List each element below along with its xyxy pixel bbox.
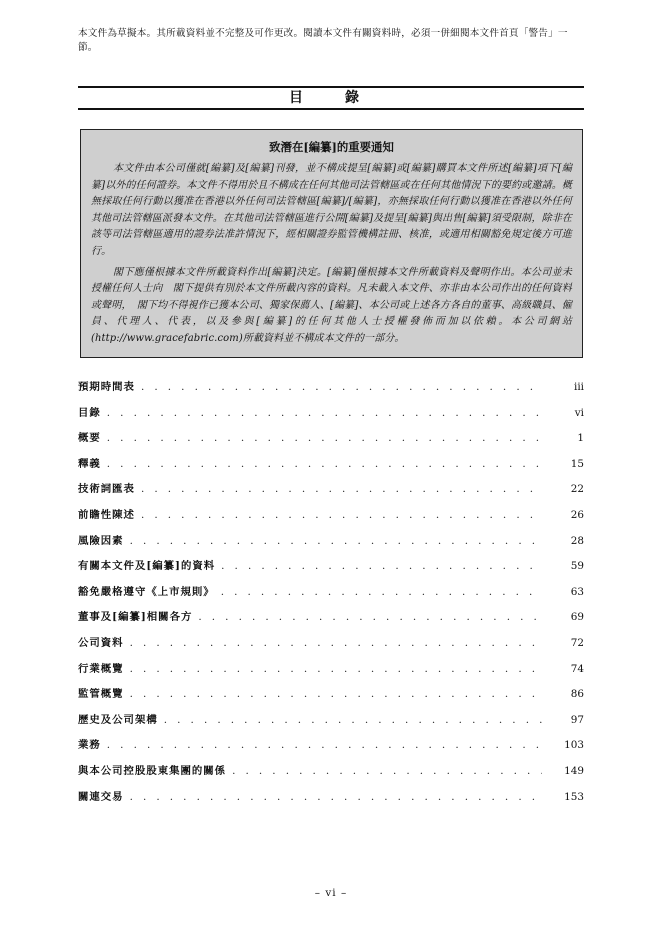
toc-entry[interactable] (78, 583, 584, 609)
page-number-footer: – vi – (314, 887, 348, 899)
toc-dot-leader (141, 381, 542, 393)
toc-entry[interactable] (78, 608, 584, 634)
toc-dot-leader (107, 432, 542, 444)
toc-entry-page-number: 1 (577, 432, 584, 445)
toc-entry-title: 董事及[編纂]相關各方 (78, 611, 193, 624)
toc-dot-leader (130, 791, 542, 803)
notice-paragraph-2: 閣下應僅根據本文件所載資料作出[編纂]決定。[編纂]僅根據本文件所載資料及聲明作出。本公司並未授權任何人士向 閣下提供有別於本文件所載內容的資料。凡未載入本文件、亦非由本公司作出的任何資料或聲明， 閣下均不得視作已獲本公司、獨家保薦人、[編纂]、本公司或上述各方各自的董事、高級職員、僱員、代理人、代表，以及參與[編纂]的任何其他人士授權發佈而加以依賴。本公司網站(http://www.gracefabric.com)所載資料並不構成本文件的一部分。 (91, 266, 572, 344)
notice-paragraph-1: 本文件由本公司僅就[編纂]及[編纂]刊發，並不構成提呈[編纂]或[編纂]購買本文件所述[編纂]項下[編纂]以外的任何證券。本文件不得用於且不構成在任何其他司法管轄區或在任何其他情況下的要約或邀請。概無採取任何行動以獲准在香港以外任何司法管轄區[編纂]/[編纂]，亦無採取任何行動以獲准在香港以外任何其他司法管轄區派發本文件。在其他司法管轄區進行公開[編纂]及提呈[編纂]與出售[編纂]須受限制，除非在該等司法管轄區適用的證券法准許情況下，經相關證券監管機構註冊、核准，或適用相關豁免規定後方可進行。 (91, 163, 572, 257)
toc-entry[interactable] (78, 532, 584, 558)
toc-entry-page-number: iii (574, 381, 584, 393)
toc-entry[interactable] (78, 711, 584, 737)
toc-entry-page-number: 59 (570, 560, 584, 573)
table-of-contents (78, 378, 584, 813)
toc-entry-title: 釋義 (78, 457, 101, 470)
toc-dot-leader (141, 483, 542, 495)
toc-entry-title: 技術詞匯表 (78, 483, 135, 496)
toc-entry-page-number: 149 (564, 764, 584, 777)
title-top-rule (78, 86, 584, 88)
toc-entry[interactable] (78, 557, 584, 583)
toc-dot-leader (130, 637, 542, 649)
toc-entry-title: 豁免嚴格遵守《上市規則》 (78, 585, 215, 598)
toc-entry-title: 監管概覽 (78, 688, 124, 701)
toc-entry[interactable] (78, 455, 584, 481)
toc-entry-title: 與本公司控股股東集團的關係 (78, 764, 227, 777)
toc-entry-title: 歷史及公司架構 (78, 713, 158, 726)
toc-entry-title: 有關本文件及[編纂]的資料 (78, 560, 216, 573)
toc-dot-leader (141, 509, 542, 521)
toc-entry-title: 風險因素 (78, 534, 124, 547)
title-bottom-rule (78, 108, 584, 110)
toc-entry[interactable] (78, 429, 584, 455)
toc-entry-page-number: vi (574, 406, 584, 419)
toc-entry[interactable] (78, 685, 584, 711)
toc-dot-leader (107, 407, 542, 419)
page-title: 目 錄 (289, 90, 373, 106)
toc-dot-leader (221, 560, 542, 572)
toc-dot-leader (107, 739, 542, 751)
toc-entry-title: 概要 (78, 432, 101, 445)
important-notice-box (80, 129, 583, 358)
toc-entry-title: 目錄 (78, 406, 101, 419)
toc-entry-title: 業務 (78, 739, 101, 752)
toc-entry-page-number: 22 (570, 483, 584, 496)
toc-entry-page-number: 28 (570, 534, 584, 547)
toc-entry[interactable] (78, 762, 584, 788)
toc-entry-title: 預期時間表 (78, 381, 135, 393)
toc-dot-leader (221, 586, 542, 598)
notice-heading: 致潛在[編纂]的重要通知 (269, 140, 394, 154)
toc-entry-page-number: 86 (570, 688, 584, 701)
toc-entry[interactable] (78, 788, 584, 814)
toc-entry-page-number: 72 (570, 636, 584, 649)
toc-entry[interactable] (78, 404, 584, 430)
toc-entry-page-number: 63 (570, 585, 584, 598)
toc-entry-title: 前瞻性陳述 (78, 508, 135, 521)
toc-entry[interactable] (78, 634, 584, 660)
draft-warning-note: 本文件為草擬本。其所載資料並不完整及可作更改。閱讀本文件有關資料時，必須一併細閱本文件首頁「警告」一節。 (78, 28, 568, 53)
toc-dot-leader (130, 535, 542, 547)
toc-entry-page-number: 69 (570, 611, 584, 624)
toc-entry[interactable] (78, 480, 584, 506)
toc-entry-title: 行業概覽 (78, 662, 124, 675)
toc-dot-leader (130, 663, 542, 675)
toc-entry-page-number: 103 (564, 739, 584, 752)
toc-entry-page-number: 97 (570, 713, 584, 726)
toc-entry[interactable] (78, 506, 584, 532)
toc-dot-leader (130, 688, 542, 700)
toc-dot-leader (198, 611, 542, 623)
toc-entry[interactable] (78, 378, 584, 404)
toc-entry[interactable] (78, 736, 584, 762)
toc-entry-page-number: 153 (564, 790, 584, 803)
toc-entry-page-number: 15 (570, 457, 584, 470)
toc-dot-leader (107, 458, 542, 470)
toc-entry-page-number: 74 (570, 662, 584, 675)
toc-entry[interactable] (78, 660, 584, 686)
toc-entry-title: 公司資料 (78, 636, 124, 649)
toc-dot-leader (164, 714, 542, 726)
toc-entry-title: 關連交易 (78, 790, 124, 803)
toc-dot-leader (232, 765, 542, 777)
toc-entry-page-number: 26 (570, 508, 584, 521)
